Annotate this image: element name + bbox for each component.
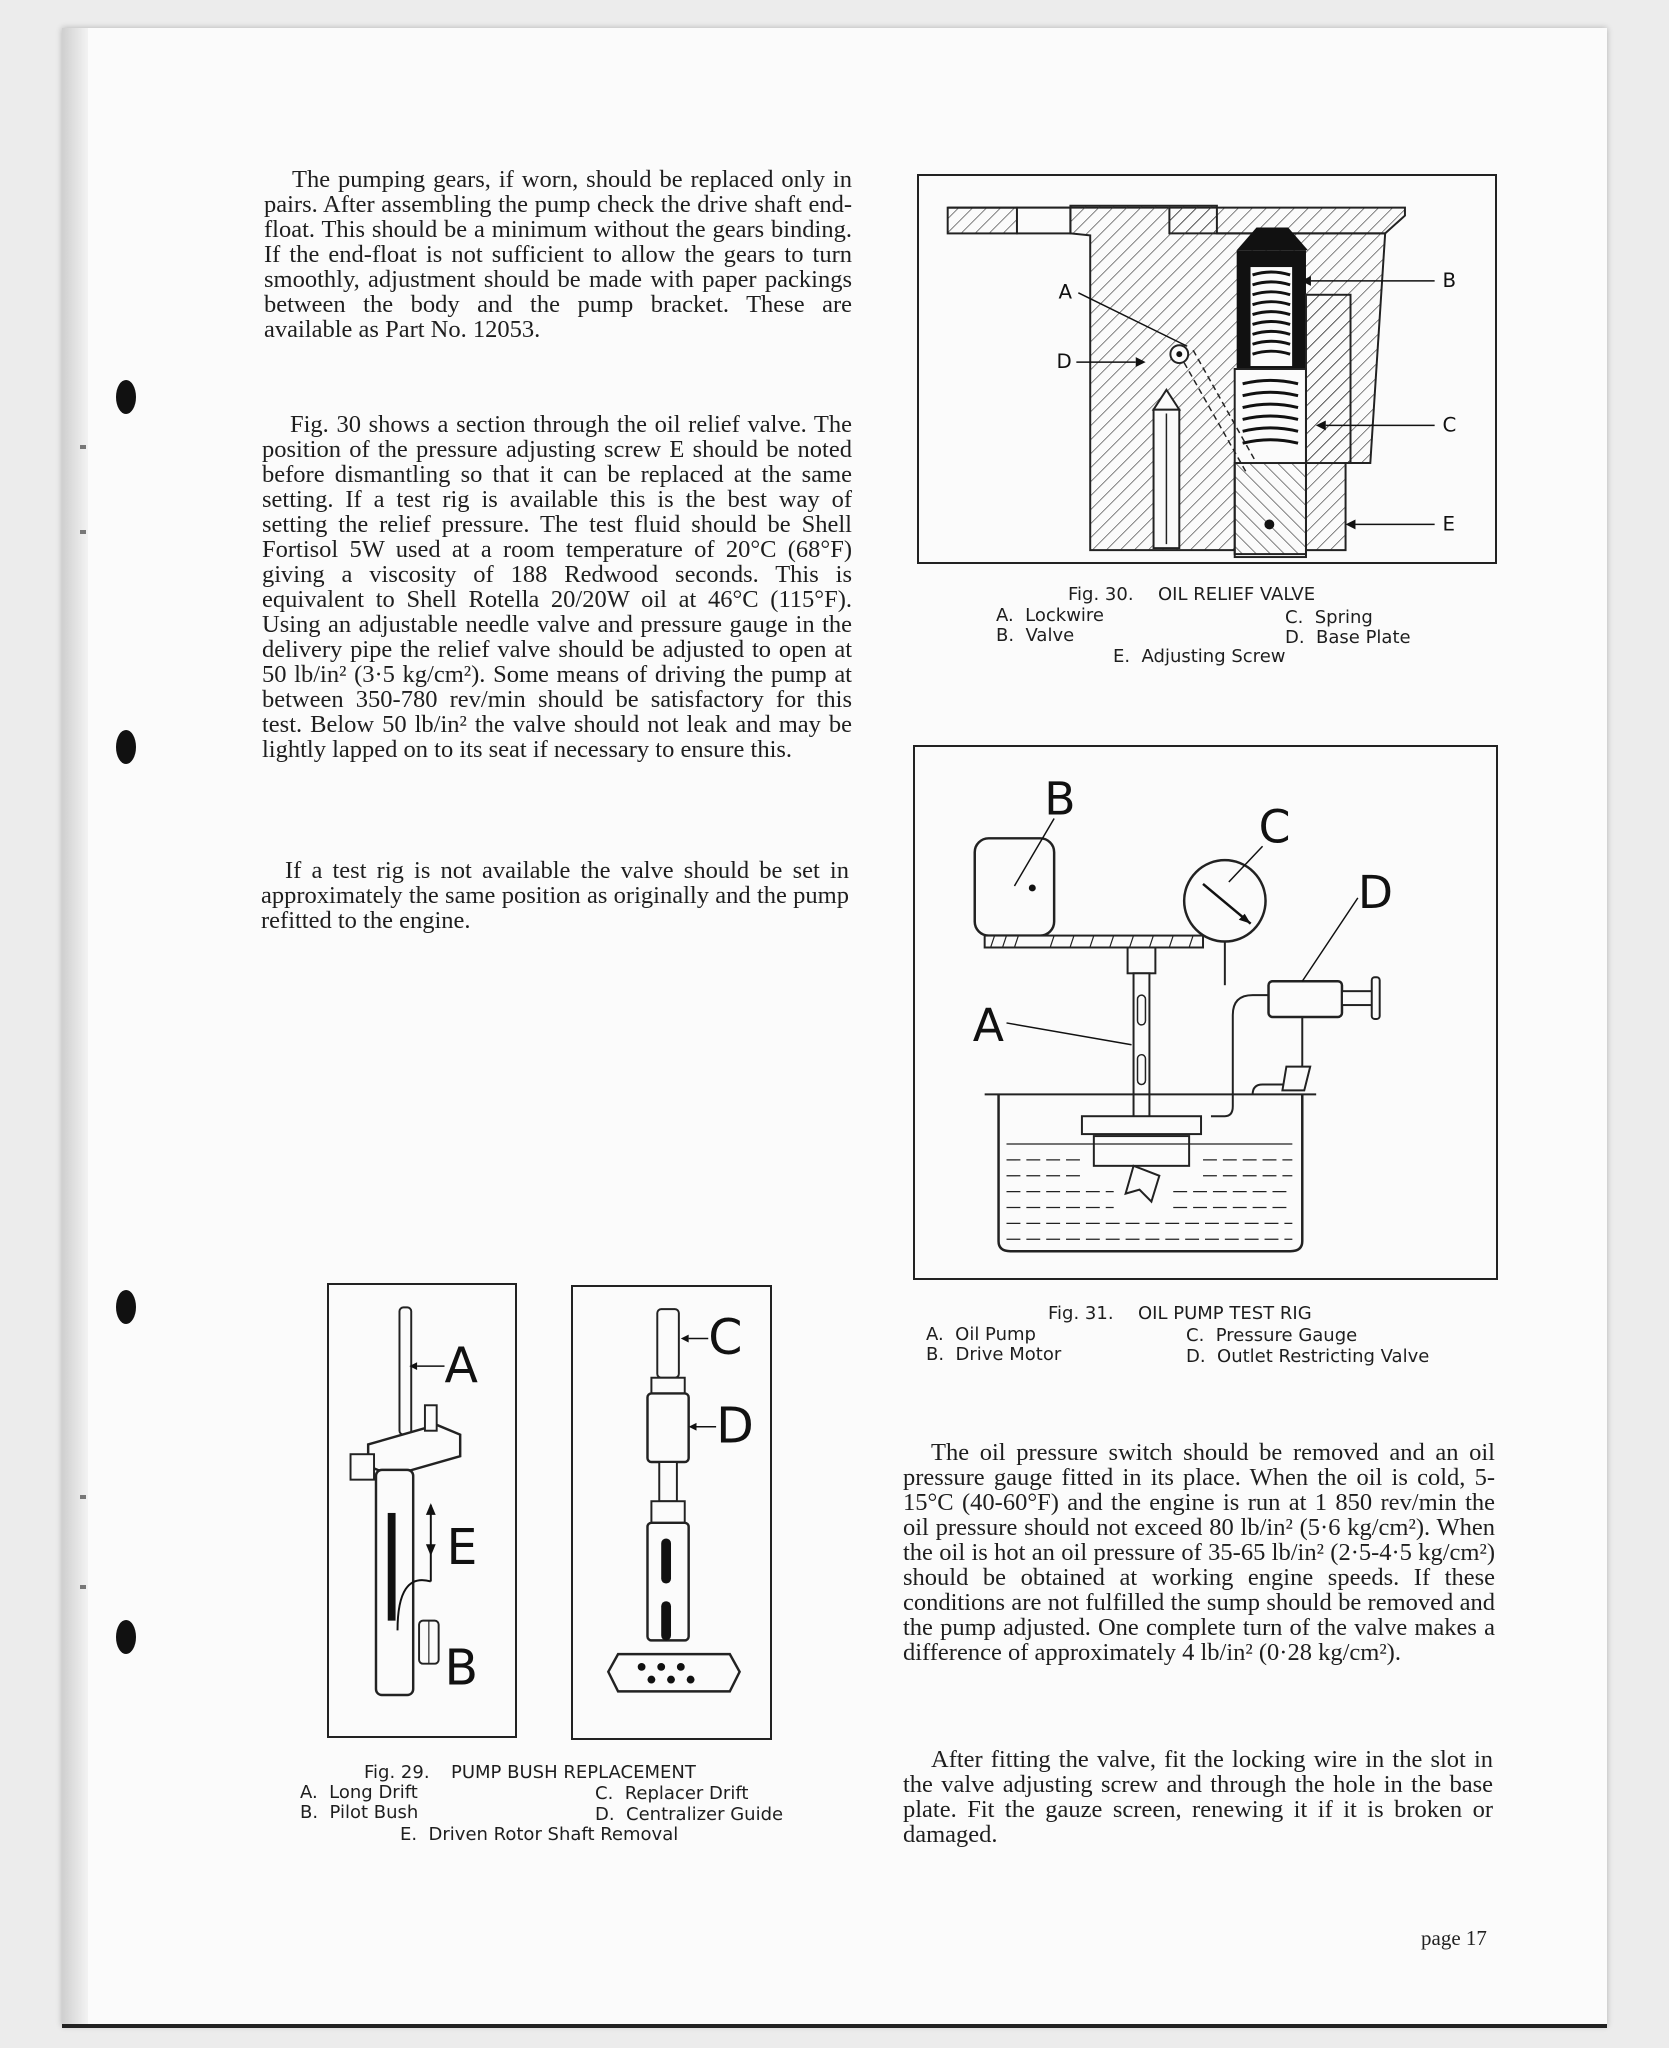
margin-mark [80,530,86,534]
fig29-key-e: E. Driven Rotor Shaft Removal [400,1824,679,1845]
fig31-test-rig-diagram [913,745,1498,1280]
fig30-key-c: C. Spring [1285,607,1373,628]
fig30-key-a: A. Lockwire [996,605,1105,626]
fig30-key-d: D. Base Plate [1285,627,1411,648]
fig31-caption-number: Fig. 31. [1048,1303,1114,1324]
fig29-key-b: B. Pilot Bush [300,1802,419,1823]
fig31-key-c: C. Pressure Gauge [1186,1325,1358,1346]
fig30-caption-title: OIL RELIEF VALVE [1158,584,1316,605]
fig29-key-c: C. Replacer Drift [595,1783,749,1804]
fig31-label-a: A [972,998,1004,1052]
fig29-label-b: B [444,1639,479,1697]
margin-mark [80,445,86,449]
fig30-label-a: A [1058,280,1073,304]
fig30-label-d: D [1056,350,1072,374]
fig30-label-e: E [1442,512,1456,536]
text-relief-valve-procedure: Fig. 30 shows a section through the oil relief valve. The position of the pressure adjusting screw E should be noted before dismantling so that it can be replaced at the same setting. If a test rig is available this is the best way of setting the relief pressure. The test fluid should be Shell Fortisol 5W used at a room temperature of 20°C (68°F) giving a viscosity of 188 Redwood seconds. This is equivalent to Shell Rotella 20/20W oil at 46°C (115°F). Using an adjustable needle valve and pressure gauge in the delivery pipe the relief valve should be adjusted to open at 50 lb/in² (3·5 kg/cm²). Some means of driving the pump at between 350-780 rev/min should be satisfactory for this test. Below 50 lb/in² the valve should not leak and may be lightly lapped on to its seat if necessary to ensure this. [262,411,852,763]
margin-mark [80,1495,86,1499]
fig30-drawing [919,176,1495,562]
fig30-caption-number: Fig. 30. [1068,584,1134,605]
text-no-test-rig: If a test rig is not available the valve should be set in approximately the same position as originally and the pump refitted to the engine. [261,857,849,934]
fig31-label-c: C [1258,800,1291,854]
fig29-caption-number: Fig. 29. [364,1762,430,1783]
fig31-caption-title: OIL PUMP TEST RIG [1138,1303,1312,1324]
fig29-replacer-drift-panel [571,1285,772,1740]
fig30-label-b: B [1442,268,1457,292]
binder-hole-2 [116,730,136,764]
binder-hole-1 [116,380,136,414]
page-binding-shadow [62,28,88,2026]
fig31-label-d: D [1357,865,1394,919]
fig29-long-drift-panel [327,1283,517,1738]
fig29-label-e: E [446,1518,478,1576]
fig29-left-drawing [329,1285,515,1736]
fig29-label-a: A [444,1336,479,1394]
binder-hole-4 [116,1620,136,1654]
fig29-key-a: A. Long Drift [300,1782,418,1803]
fig31-drawing [915,747,1496,1278]
text-oil-pressure-check: The oil pressure switch should be removed and an oil pressure gauge fitted in its place. When the oil is cold, 5-15°C (40-60°F) and the engine is run at 1 850 rev/min the oil pressure should not exceed 80 lb/in² (5·6 kg/cm²). When the oil is hot an oil pressure of 35-65 lb/in² (2·5-4·5 kg/cm²) should be obtained at working engine speeds. If these conditions are not fulfilled the sump should be removed and the pump adjusted. One complete turn of the valve makes a difference of approximately 4 lb/in² (0·28 kg/cm²). [903,1439,1495,1666]
fig29-caption-title: PUMP BUSH REPLACEMENT [451,1762,696,1783]
binder-hole-3 [116,1290,136,1324]
fig29-key-d: D. Centralizer Guide [595,1804,784,1825]
fig31-key-a: A. Oil Pump [926,1324,1036,1345]
text-pumping-gears: The pumping gears, if worn, should be replaced only in pairs. After assembling the pump check the drive shaft end-float. This should be a minimum without the gears binding. If the end-float is not sufficient to allow the gears to turn smoothly, adjustment should be made with paper packings between the body and the pump bracket. These are available as Part No. 12053. [264,166,852,343]
text-locking-wire: After fitting the valve, fit the locking wire in the slot in the valve adjusting screw and through the hole in the base plate. Fit the gauze screen, renewing it if it is broken or damaged. [903,1746,1493,1848]
bottom-edge-rule [62,2024,1607,2028]
fig30-label-c: C [1442,413,1457,437]
fig31-key-b: B. Drive Motor [926,1344,1062,1365]
fig29-label-d: D [716,1397,754,1455]
fig30-key-e: E. Adjusting Screw [1113,646,1286,667]
fig31-label-b: B [1044,772,1076,826]
fig29-label-c: C [708,1309,743,1367]
fig31-key-d: D. Outlet Restricting Valve [1186,1346,1430,1367]
margin-mark [80,1585,86,1589]
fig30-key-b: B. Valve [996,625,1075,646]
fig30-relief-valve-diagram [917,174,1497,564]
page-number: page 17 [1421,1926,1487,1950]
fig29-right-drawing [573,1287,770,1738]
